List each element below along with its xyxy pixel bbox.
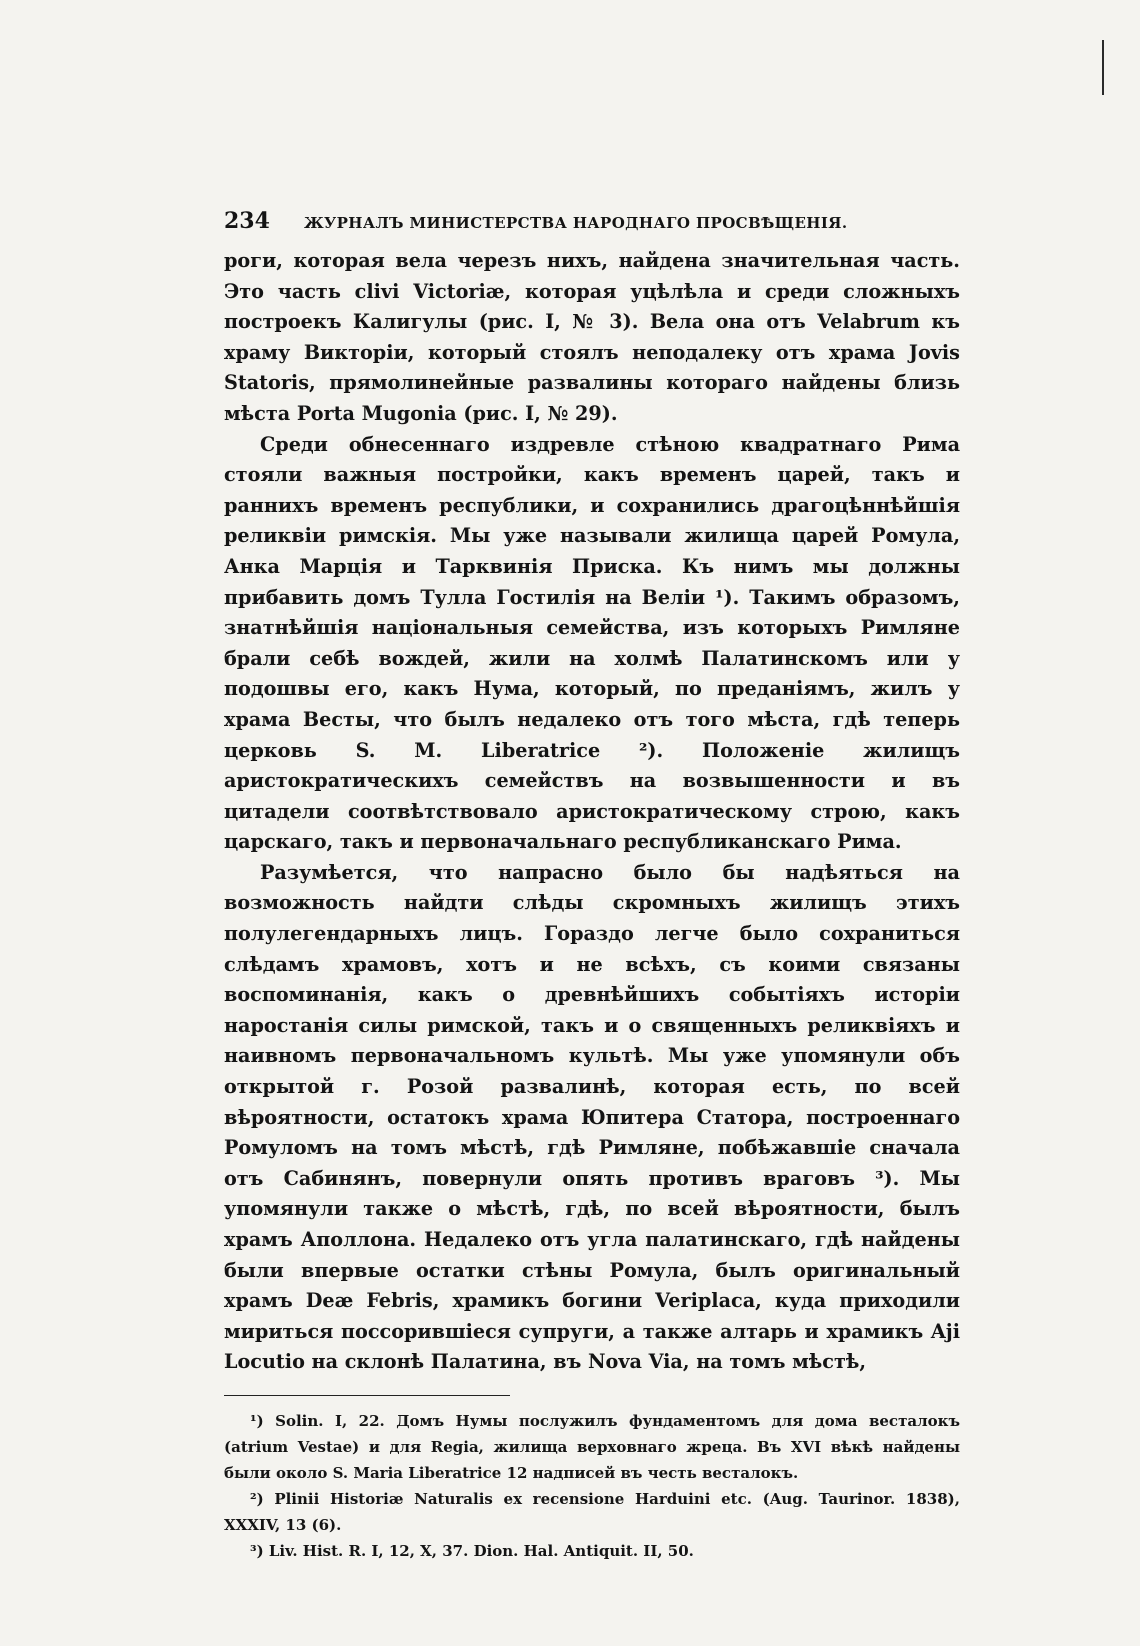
footnote-rule xyxy=(224,1395,510,1396)
scan-margin-line xyxy=(1102,40,1104,95)
page-body xyxy=(224,208,960,1564)
paragraph-2: Среди обнесеннаго издревле стѣною квадратнаго Рима стояли важныя постройки, какъ временъ царей, такъ и раннихъ временъ республики, и сохранились драгоцѣннѣйшія реликвіи римскія. Мы уже называли жилища царей Ромула, Анка Марція и Тарквинія Приска. Къ нимъ мы должны прибавить домъ Тулла Гостилія на Веліи ¹). Такимъ образомъ, знатнѣйшія національныя семейства, изъ которыхъ Римляне брали себѣ вождей, жили на холмѣ Палатинскомъ или у подошвы его, какъ Нума, который, по преданіямъ, жилъ у храма Весты, что былъ недалеко отъ того мѣста, гдѣ теперь церковь S. M. Liberatrice ²). Положеніе жилищъ аристократическихъ семействъ на возвышенности и въ цитадели соотвѣтствовало аристократическому строю, какъ царскаго, такъ и первоначальнаго республиканскаго Рима. xyxy=(224,432,960,854)
page-number: 234 xyxy=(224,208,270,234)
journal-title: ЖУРНАЛЪ МИНИСТЕРСТВА НАРОДНАГО ПРОСВѢЩЕНІЯ. xyxy=(303,214,848,232)
footnote-3: ³) Liv. Hist. R. I, 12, X, 37. Dion. Hal. Antiquit. II, 50. xyxy=(250,1541,694,1560)
paragraph-1: роги, которая вела черезъ нихъ, найдена значительная часть. Это часть clivi Victoriæ, которая уцѣлѣла и среди сложныхъ построекъ Калигулы (рис. I, № 3). Вела она отъ Velabrum къ храму Викторіи, который стоялъ неподалеку отъ храма Jovis Statoris, прямолинейные развалины котораго найдены близь мѣста Porta Mugonia (рис. I, № 29). xyxy=(224,249,960,425)
footnote-2: ²) Plinii Historiæ Naturalis ex recensione Harduini etc. (Aug. Taurinor. 1838), XXXIV, 13 (6). xyxy=(224,1489,960,1534)
footnote-1: ¹) Solin. I, 22. Домъ Нумы послужилъ фундаментомъ для дома весталокъ (atrium Vestae) и для Regia, жилища верховнаго жреца. Въ XVI вѣкѣ найдены были около S. Maria Liberatrice 12 надписей въ честь весталокъ. xyxy=(224,1411,960,1482)
paragraph-3: Разумѣется, что напрасно было бы надѣяться на возможность найдти слѣды скромныхъ жилищъ этихъ полулегендарныхъ лицъ. Гораздо легче было сохраниться слѣдамъ храмовъ, хотъ и не всѣхъ, съ коими связаны воспоминанія, какъ о древнѣйшихъ событіяхъ исторіи наростанія силы римской, такъ и о священныхъ реликвіяхъ и наивномъ первоначальномъ культѣ. Мы уже упомянули объ открытой г. Розой развалинѣ, которая есть, по всей вѣроятности, остатокъ храма Юпитера Статора, построеннаго Ромуломъ на томъ мѣстѣ, гдѣ Римляне, побѣжавшіе сначала отъ Сабинянъ, повернули опять противъ враговъ ³). Мы упомянули также о мѣстѣ, гдѣ, по всей вѣроятности, былъ храмъ Аполлона. Недалеко отъ угла палатинскаго, гдѣ найдены были впервые остатки стѣны Ромула, былъ оригинальный храмъ Deæ Febris, храмикъ богини Veriplaca, куда приходили мириться поссорившіеся супруги, а также алтарь и храмикъ Aji Locutio на склонѣ Палатина, въ Nova Via, на томъ мѣстѣ, xyxy=(224,860,960,1374)
running-head xyxy=(224,208,960,234)
